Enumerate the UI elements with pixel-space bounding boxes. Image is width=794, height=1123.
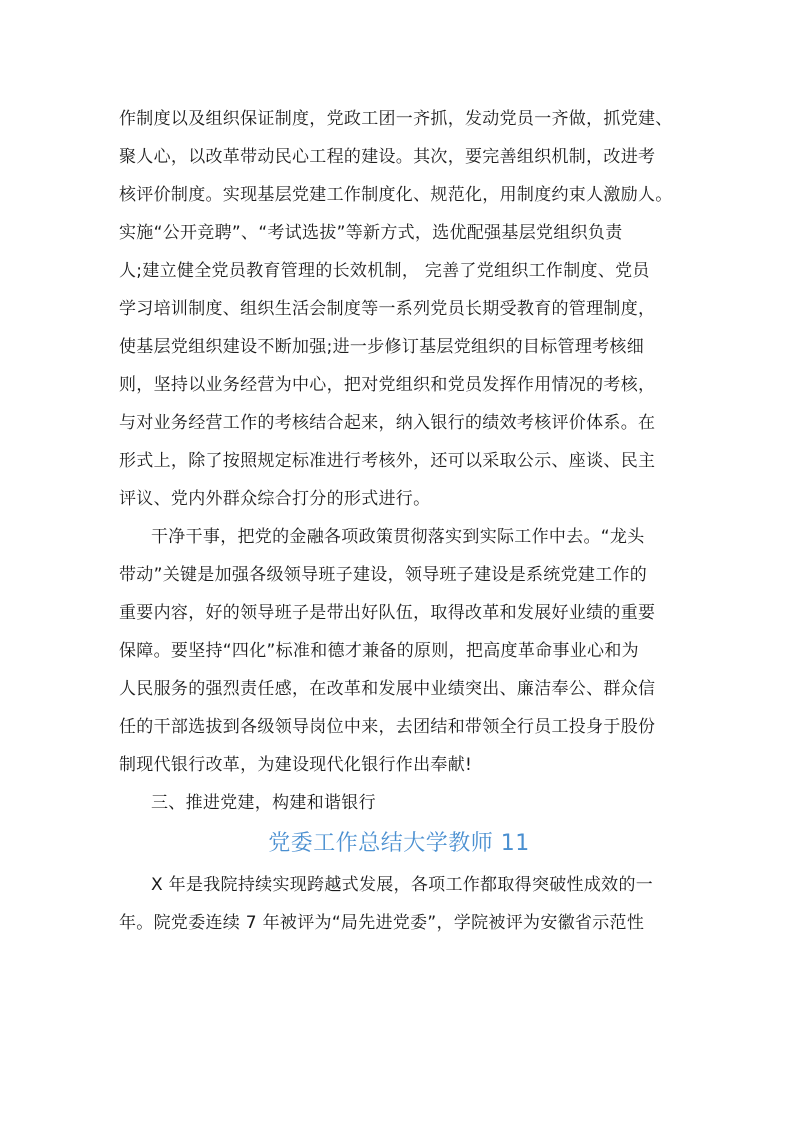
paragraph-3 [119, 866, 679, 942]
text-line: 学习培训制度、组织生活会制度等一系列党员长期受教育的管理制度， [119, 299, 656, 319]
document-page [119, 100, 679, 942]
text-line: 评议、党内外群众综合打分的形式进行。 [119, 489, 431, 509]
text-line: 实施“公开竞聘”、“考试选拔”等新方式，选优配强基层党组织负责 [119, 223, 623, 243]
text-line: 使基层党组织建设不断加强;进一步修订基层党组织的目标管理考核细 [119, 337, 645, 357]
text-line: 核评价制度。实现基层党建工作制度化、规范化，用制度约束人激励人。 [119, 185, 673, 205]
text-line: 年。院党委连续 7 年被评为“局先进党委”，学院被评为安徽省示范性 [119, 913, 645, 933]
text-line: 人;建立健全党员教育管理的长效机制， 完善了党组织工作制度、党员 [119, 261, 650, 281]
text-line: 任的干部选拔到各级领导岗位中来，去团结和带领全行员工投身于股份 [119, 717, 656, 737]
text-line: 干净干事，把党的金融各项政策贯彻落实到实际工作中去。“龙头 [151, 527, 645, 547]
document-title: 党委工作总结大学教师 11 [268, 831, 530, 856]
paragraph-1 [119, 100, 679, 518]
text-line: 与对业务经营工作的考核结合起来，纳入银行的绩效考核评价体系。在 [119, 413, 656, 433]
text-line: 人民服务的强烈责任感，在改革和发展中业绩突出、廉洁奉公、群众信 [119, 679, 656, 699]
text-line: 则，坚持以业务经营为中心，把对党组织和党员发挥作用情况的考核， [119, 375, 656, 395]
text-line: X 年是我院持续实现跨越式发展，各项工作都取得突破性成效的一 [151, 875, 654, 895]
text-line: 保障。要坚持“四化”标准和德才兼备的原则，把高度革命事业心和为 [119, 641, 639, 661]
paragraph-2 [119, 518, 679, 784]
text-line: 带动”关键是加强各级领导班子建设，领导班子建设是系统党建工作的 [119, 565, 648, 585]
text-line: 重要内容，好的领导班子是带出好队伍，取得改革和发展好业绩的重要 [119, 603, 656, 623]
text-line: 聚人心，以改革带动民心工程的建设。其次，要完善组织机制，改进考 [119, 147, 656, 167]
text-line: 形式上，除了按照规定标准进行考核外，还可以采取公示、座谈、民主 [119, 451, 656, 471]
text-line: 作制度以及组织保证制度，党政工团一齐抓，发动党员一齐做，抓党建、 [119, 109, 673, 129]
text-line: 制现代银行改革，为建设现代化银行作出奉献! [119, 755, 473, 775]
section-heading: 三、推进党建，构建和谐银行 [151, 793, 376, 813]
